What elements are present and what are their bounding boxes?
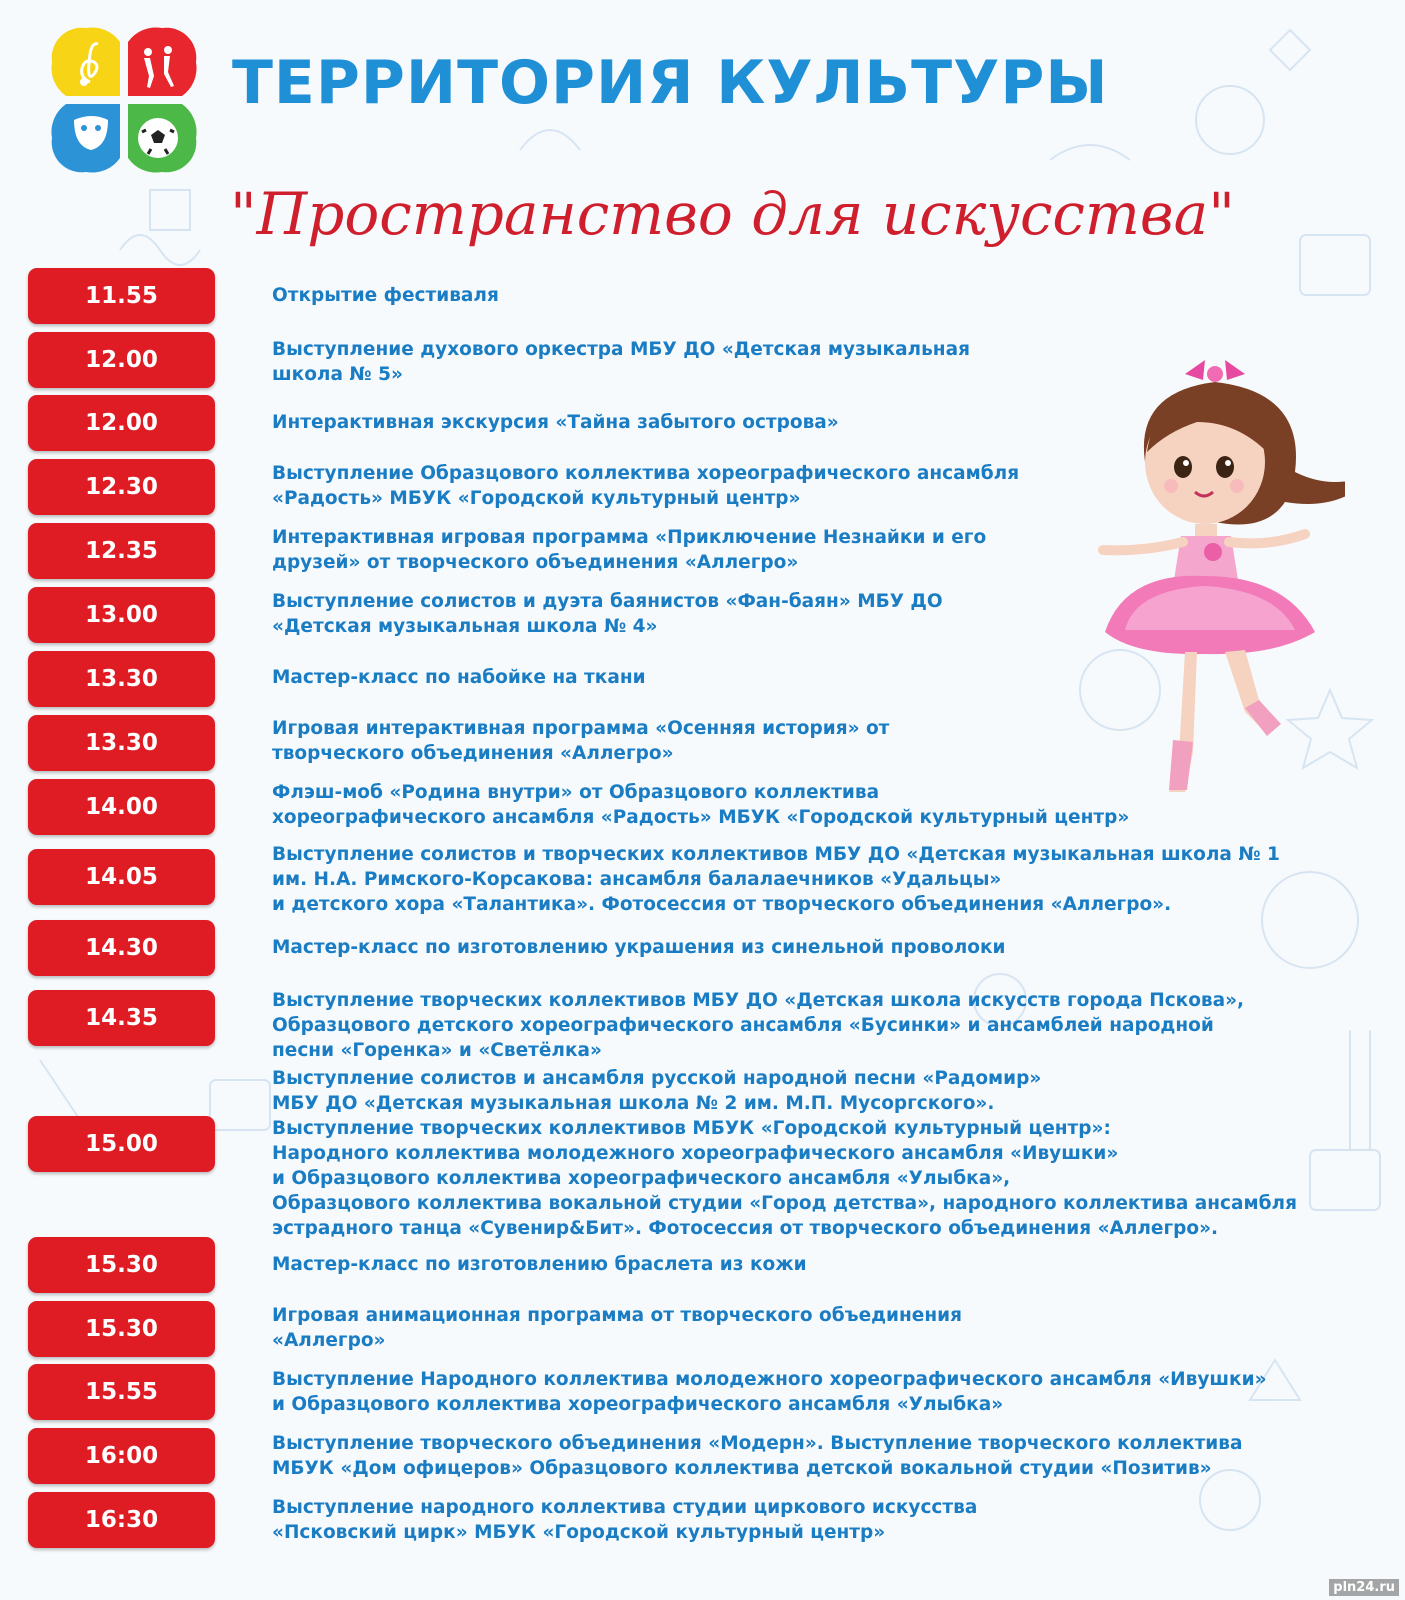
event-description: Выступление солистов и творческих коллективов МБУ ДО «Детская музыкальная школа № 1 им. Н.А. Римского-Корсакова: ансамбля балалаечников «Удальцы» и детского хора «Талантика». Фотосессия от творческого объединения «Аллегро». xyxy=(272,844,1280,915)
time-badge: 15.30 xyxy=(28,1237,215,1293)
event-description: Выступление творческого объединения «Модерн». Выступление творческого коллектива МБУК «Дом офицеров» Образцового коллектива детской вокальной студии «Позитив» xyxy=(272,1433,1243,1479)
time-badge: 14.00 xyxy=(28,779,215,835)
event-description: Выступление Народного коллектива молодежного хореографического ансамбля «Ивушки» и Образцового коллектива хореографического ансамбля «Улыбка» xyxy=(272,1369,1267,1415)
page-title: ТЕРРИТОРИЯ КУЛЬТУРЫ xyxy=(232,48,1109,118)
event-description: Открытие фестиваля xyxy=(272,285,499,306)
event-description: Мастер-класс по изготовлению браслета из кожи xyxy=(272,1254,807,1275)
soccer-ball-icon xyxy=(138,118,178,158)
time-badge: 14.35 xyxy=(28,990,215,1046)
time-badge: 14.05 xyxy=(28,849,215,905)
watermark: pln24.ru xyxy=(1329,1579,1399,1596)
event-description: Интерактивная экскурсия «Тайна забытого острова» xyxy=(272,412,839,433)
time-badge: 13.00 xyxy=(28,587,215,643)
logo-petal-red xyxy=(128,27,197,96)
time-badge: 14.30 xyxy=(28,920,215,976)
event-description: Выступление Образцового коллектива хореографического ансамбля «Радость» МБУК «Городской культурный центр» xyxy=(272,463,1020,509)
event-description: Выступление солистов и дуэта баянистов «Фан-баян» МБУ ДО «Детская музыкальная школа № 4» xyxy=(272,591,943,637)
event-description: Выступление духового оркестра МБУ ДО «Детская музыкальная школа № 5» xyxy=(272,339,970,385)
event-description: Игровая интерактивная программа «Осенняя история» от творческого объединения «Аллегро» xyxy=(272,718,890,764)
logo xyxy=(44,20,204,180)
time-badge: 16:00 xyxy=(28,1428,215,1484)
event-description: Выступление народного коллектива студии циркового искусства «Псковский цирк» МБУК «Городской культурный центр» xyxy=(272,1497,978,1543)
event-description: Выступление солистов и ансамбля русской народной песни «Радомир» МБУ ДО «Детская музыкальная школа № 2 им. М.П. Мусоргского». Выступление творческих коллективов МБУК «Городской культурный центр»: Народного коллектива молодежного хореографического ансамбля «Ивушки» и Образцового коллектива хореографического ансамбля «Улыбка», Образцового коллектива вокальной студии «Город детства», народного коллектива ансамбля эстрадного танца «Сувенир&Бит». Фотосессия от творческого объединения «Аллегро». xyxy=(272,1068,1297,1239)
time-badge: 15.55 xyxy=(28,1364,215,1420)
time-badge: 13.30 xyxy=(28,651,215,707)
event-description: Мастер-класс по изготовлению украшения из синельной проволоки xyxy=(272,937,1006,958)
time-badge: 12.00 xyxy=(28,395,215,451)
event-description: Мастер-класс по набойке на ткани xyxy=(272,667,646,688)
event-description: Выступление творческих коллективов МБУ ДО «Детская школа искусств города Пскова», Образцового детского хореографического ансамбля «Бусинки» и ансамблей народной песни «Горенка» и «Светёлка» xyxy=(272,990,1245,1061)
time-badge: 15.30 xyxy=(28,1301,215,1357)
time-badge: 13.30 xyxy=(28,715,215,771)
time-badge: 12.35 xyxy=(28,523,215,579)
time-badge: 12.00 xyxy=(28,332,215,388)
time-badge: 16:30 xyxy=(28,1492,215,1548)
page-subtitle: "Пространство для искусства" xyxy=(230,180,1235,248)
event-description: Игровая анимационная программа от творческого объединения «Аллегро» xyxy=(272,1305,962,1351)
time-badge: 15.00 xyxy=(28,1116,215,1172)
time-badge: 12.30 xyxy=(28,459,215,515)
event-description: Интерактивная игровая программа «Приключение Незнайки и его друзей» от творческого объединения «Аллегро» xyxy=(272,527,987,573)
time-badge: 11.55 xyxy=(28,268,215,324)
event-description: Флэш-моб «Родина внутри» от Образцового коллектива хореографического ансамбля «Радость» МБУК «Городской культурный центр» xyxy=(272,782,1130,828)
